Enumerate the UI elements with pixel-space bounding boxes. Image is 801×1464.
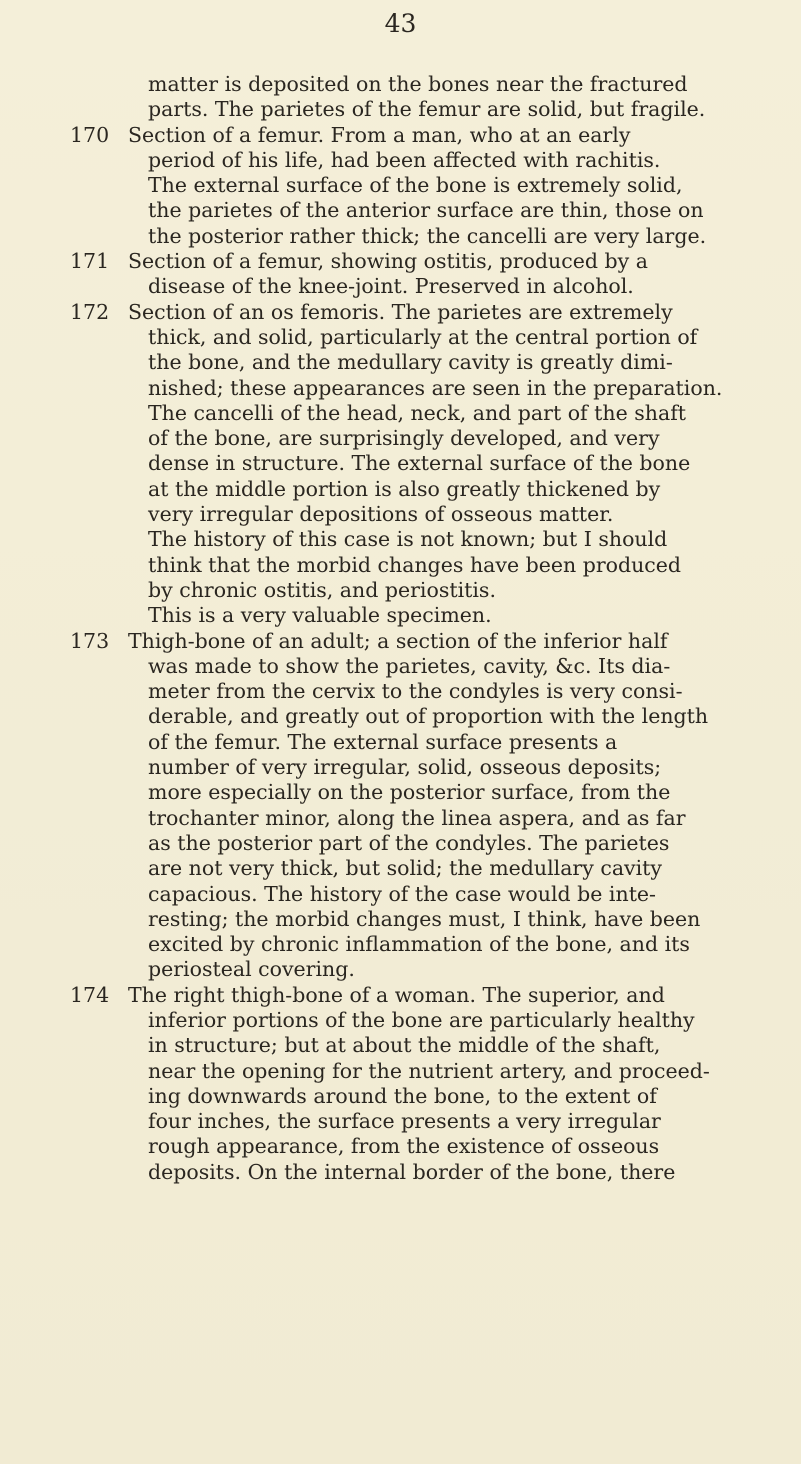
line-text: disease of the knee-joint. Preserved in alcohol. bbox=[148, 274, 634, 299]
line-text: capacious. The history of the case would be inte- bbox=[148, 881, 656, 906]
line-text: meter from the cervix to the condyles is very consi- bbox=[148, 679, 683, 704]
text-line bbox=[128, 97, 768, 122]
text-line bbox=[128, 1160, 768, 1185]
text-line bbox=[128, 426, 768, 451]
line-text: Section of an os femoris. The parietes are extremely bbox=[128, 299, 673, 324]
line-text: the bone, and the medullary cavity is greatly dimi- bbox=[148, 350, 673, 375]
text-line bbox=[128, 932, 768, 957]
line-text: Section of a femur, showing ostitis, produced by a bbox=[128, 249, 648, 274]
text-line bbox=[70, 299, 768, 325]
page-body-text bbox=[70, 72, 768, 1185]
line-text: matter is deposited on the bones near the fractured bbox=[148, 72, 688, 96]
line-text: resting; the morbid changes must, I think, have been bbox=[148, 906, 701, 931]
line-text: Section of a femur. From a man, who at an early bbox=[128, 122, 631, 147]
line-text: number of very irregular, solid, osseous deposits; bbox=[148, 755, 662, 780]
text-line bbox=[128, 882, 768, 907]
text-line bbox=[128, 401, 768, 426]
text-line bbox=[128, 730, 768, 755]
text-line bbox=[128, 957, 768, 982]
line-text: in structure; but at about the middle of the shaft, bbox=[148, 1033, 661, 1058]
text-line bbox=[128, 1134, 768, 1159]
line-text: nished; these appearances are seen in the preparation. bbox=[148, 375, 723, 400]
text-line bbox=[128, 654, 768, 679]
line-text: trochanter minor, along the linea aspera, and as far bbox=[148, 805, 686, 830]
line-text: rough appearance, from the existence of osseous bbox=[148, 1134, 660, 1159]
text-line bbox=[128, 1084, 768, 1109]
line-text: the parietes of the anterior surface are thin, those on bbox=[148, 198, 704, 223]
line-text: dense in structure. The external surface of the bone bbox=[148, 451, 691, 476]
line-text: inferior portions of the bone are particularly healthy bbox=[148, 1007, 695, 1032]
text-line bbox=[128, 856, 768, 881]
line-text: The history of this case is not known; but I should bbox=[148, 527, 668, 552]
text-line bbox=[128, 198, 768, 223]
page-number: 43 bbox=[384, 9, 417, 38]
text-line bbox=[128, 780, 768, 805]
line-text: as the posterior part of the condyles. The parietes bbox=[148, 830, 670, 855]
text-line bbox=[128, 274, 768, 299]
text-line bbox=[128, 527, 768, 552]
text-line bbox=[70, 249, 768, 274]
text-line bbox=[128, 1033, 768, 1058]
line-text: more especially on the posterior surface, from the bbox=[148, 780, 671, 805]
text-line bbox=[128, 173, 768, 198]
line-text: The external surface of the bone is extremely solid, bbox=[148, 173, 683, 198]
text-line bbox=[128, 553, 768, 578]
line-text: ing downwards around the bone, to the extent of bbox=[148, 1083, 657, 1108]
text-line bbox=[128, 755, 768, 780]
text-line bbox=[128, 1109, 768, 1134]
text-line bbox=[70, 122, 768, 148]
text-line bbox=[128, 325, 768, 350]
line-text: period of his life, had been affected with rachitis. bbox=[148, 147, 661, 172]
line-text: The right thigh-bone of a woman. The superior, and bbox=[128, 982, 665, 1007]
text-line bbox=[70, 982, 768, 1008]
line-text: at the middle portion is also greatly thickened by bbox=[148, 476, 661, 501]
line-text: the posterior rather thick; the cancelli are very large. bbox=[148, 223, 707, 248]
entry-number: 171 bbox=[70, 249, 110, 274]
text-line bbox=[128, 578, 768, 603]
line-text: by chronic ostitis, and periostitis. bbox=[148, 577, 496, 602]
line-text: of the femur. The external surface presents a bbox=[148, 729, 618, 754]
text-line bbox=[128, 704, 768, 729]
text-line bbox=[128, 451, 768, 476]
line-text: Thigh-bone of an adult; a section of the inferior half bbox=[128, 628, 668, 653]
entry-number: 174 bbox=[70, 982, 110, 1007]
text-line bbox=[128, 679, 768, 704]
line-text: near the opening for the nutrient artery, and proceed- bbox=[148, 1058, 710, 1083]
line-text: The cancelli of the head, neck, and part of the shaft bbox=[148, 400, 687, 425]
text-line bbox=[128, 148, 768, 173]
entry-number: 173 bbox=[70, 628, 110, 653]
entry-number: 170 bbox=[70, 122, 110, 147]
line-text: thick, and solid, particularly at the central portion of bbox=[148, 324, 698, 349]
text-line bbox=[128, 477, 768, 502]
line-text: think that the morbid changes have been produced bbox=[148, 552, 682, 577]
line-text: are not very thick, but solid; the medullary cavity bbox=[148, 856, 662, 881]
line-text: excited by chronic inflammation of the bone, and its bbox=[148, 932, 690, 957]
text-line bbox=[128, 603, 768, 628]
text-line bbox=[128, 1008, 768, 1033]
text-line bbox=[128, 907, 768, 932]
text-line bbox=[128, 502, 768, 527]
line-text: periosteal covering. bbox=[148, 957, 355, 982]
line-text: of the bone, are surprisingly developed, and very bbox=[148, 426, 660, 451]
text-line bbox=[128, 831, 768, 856]
text-line bbox=[128, 1059, 768, 1084]
line-text: parts. The parietes of the femur are solid, but fragile. bbox=[148, 97, 706, 122]
line-text: deposits. On the internal border of the bone, there bbox=[148, 1159, 676, 1184]
text-line bbox=[128, 350, 768, 375]
line-text: was made to show the parietes, cavity, &c. Its dia- bbox=[148, 653, 671, 678]
text-line bbox=[128, 224, 768, 249]
line-text: four inches, the surface presents a very irregular bbox=[148, 1109, 661, 1134]
text-line bbox=[128, 806, 768, 831]
text-line bbox=[128, 376, 768, 401]
line-text: very irregular depositions of osseous matter. bbox=[148, 502, 614, 527]
entry-number: 172 bbox=[70, 299, 110, 324]
line-text: This is a very valuable specimen. bbox=[148, 603, 492, 628]
text-line bbox=[70, 628, 768, 654]
text-line bbox=[128, 72, 768, 97]
line-text: derable, and greatly out of proportion with the length bbox=[148, 704, 709, 729]
